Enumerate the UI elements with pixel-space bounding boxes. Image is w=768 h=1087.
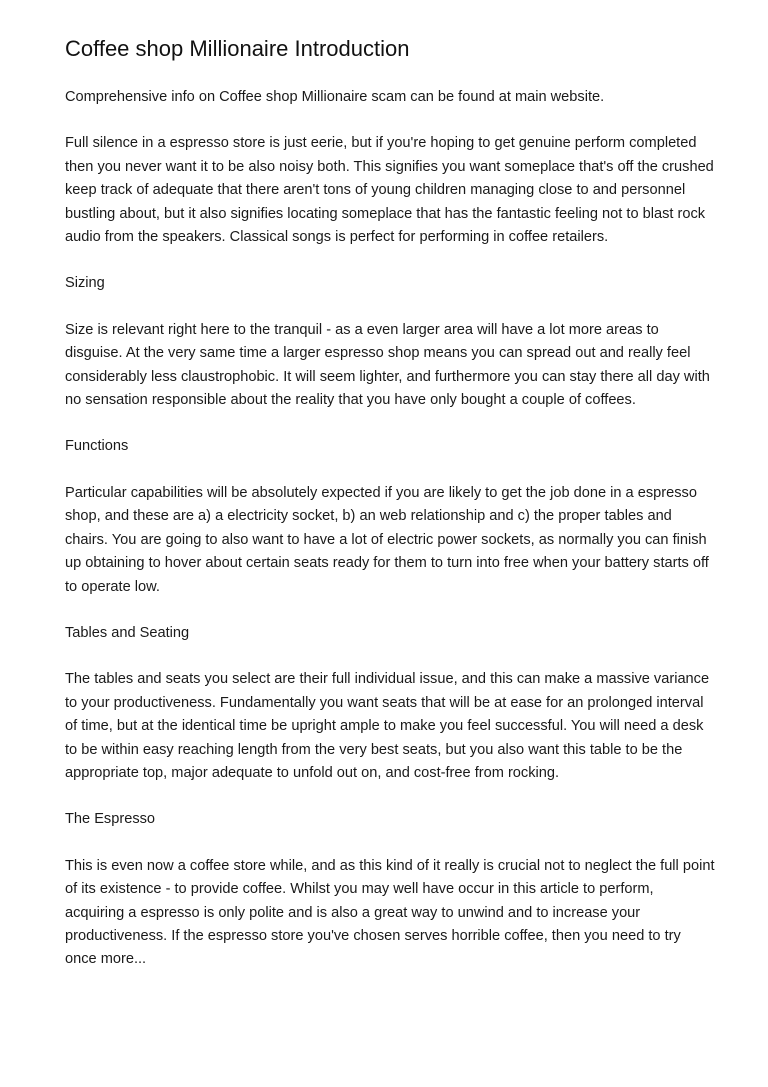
section-body-sizing: Size is relevant right here to the tranquil - as a even larger area will have a lot more areas to disguise. At the very same time a larger espresso shop means you can spread out and really feel considerably less claustrophobic. It will seem lighter, and furthermore you can stay there all day with no sensation responsible about the reality that you have only bought a couple of coffees. [65, 321, 710, 409]
body-paragraph-silence: Full silence in a espresso store is just eerie, but if you're hoping to get genuine perform completed then you never want it to be also noisy both. This signifies you want someplace that's off the crushed keep track of adequate that there aren't tons of young children managing close to and personnel bustling about, but it also signifies locating someplace that has the fantastic feeling not to blast rock audio from the speakers. Classical songs is perfect for performing in coffee retailers. [65, 135, 714, 246]
section-body-functions: Particular capabilities will be absolutely expected if you are likely to get the job done in a espresso shop, and these are a) a electricity socket, b) an web relationship and c) the proper tables and chairs. You are going to also want to have a lot of electric power sockets, as normally you can finish up obtaining to hover about certain seats ready for them to turn into free when your battery starts off to operate low. [65, 484, 709, 595]
section-heading-sizing: Sizing [65, 275, 105, 292]
section-heading-functions: Functions [65, 438, 129, 455]
intro-paragraph: Comprehensive info on Coffee shop Millionaire scam can be found at main website. [65, 89, 605, 105]
document-title: Coffee shop Millionaire Introduction [65, 36, 410, 61]
section-heading-tables-seating: Tables and Seating [65, 624, 190, 641]
section-heading-espresso: The Espresso [65, 811, 156, 828]
document-page [65, 34, 715, 995]
section-body-espresso: This is even now a coffee store while, and as this kind of it really is crucial not to neglect the full point of its existence - to provide coffee. Whilst you may well have occur in this article to perform, acquiring a espresso is only polite and is also a great way to unwind and to increase your productiveness. If the espresso store you've chosen serves horrible coffee, then you need to try once more... [65, 857, 715, 968]
section-body-tables-seating: The tables and seats you select are their full individual issue, and this can make a massive variance to your productiveness. Fundamentally you want seats that will be at ease for an prolonged interval of time, but at the identical time be upright ample to make you feel successful. You will need a desk to be within easy reaching length from the very best seats, but you also want this table to be the appropriate top, major adequate to unfold out on, and cost-free from rocking. [65, 671, 710, 781]
